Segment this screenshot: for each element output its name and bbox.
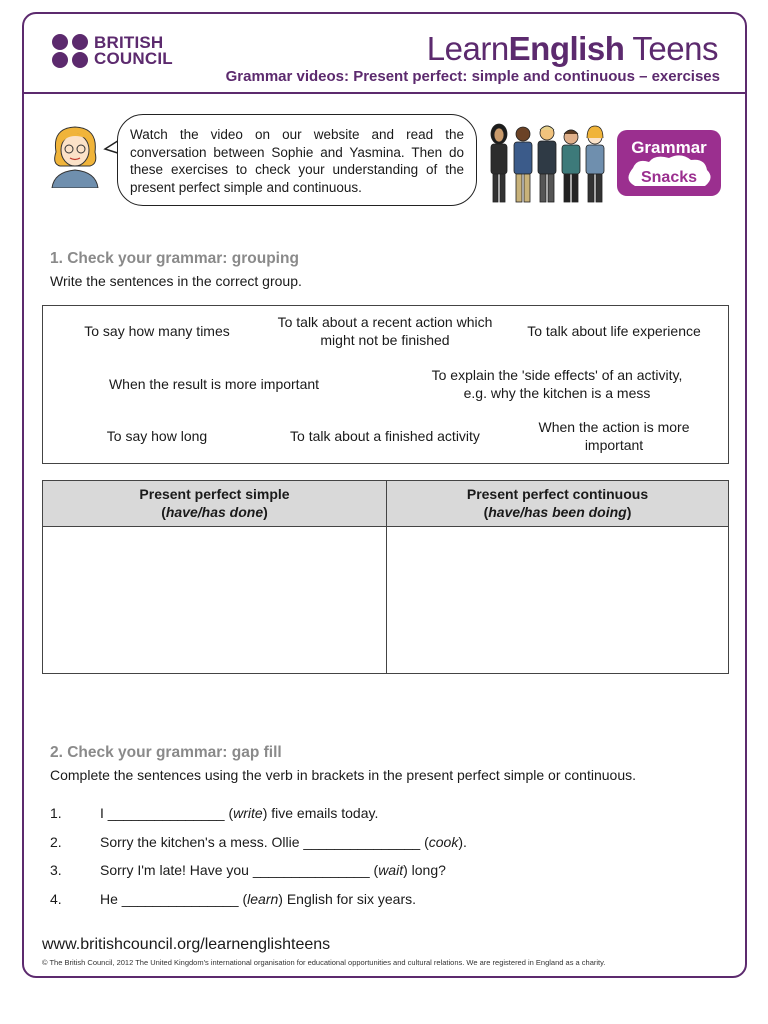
page-subtitle: Grammar videos: Present perfect: simple and continuous – exercises [225, 68, 720, 85]
phrase-item: To explain the 'side effects' of an activity, e.g. why the kitchen is a mess [431, 367, 683, 401]
phrase-item: To say how many times [84, 323, 230, 339]
learnenglish-teens-logo: LearnEnglish Teens [426, 30, 718, 67]
section-2-title: 2. Check your grammar: gap fill [50, 744, 282, 761]
footer-legal-text: © The British Council, 2012 The United Kingdom's international organisation for educational opportunities and cultural relations. We are registered in England as a charity. [42, 958, 606, 967]
column-divider [386, 481, 387, 673]
phrase-item: When the action is more important [538, 419, 690, 453]
footer-url-link[interactable]: www.britishcouncil.org/learnenglishteens [42, 936, 331, 953]
british-council-dots-icon [52, 34, 89, 68]
svg-text:Snacks: Snacks [640, 169, 698, 186]
phrase-item: To say how long [106, 428, 208, 444]
logo-line-2: COUNCIL [94, 49, 173, 68]
section-1-title: 1. Check your grammar: grouping [50, 250, 299, 267]
phrase-box [42, 305, 729, 464]
grammar-snacks-badge [615, 128, 723, 200]
logo-line-1: BRITISH [94, 33, 164, 52]
intro-speech-bubble: Watch the video on our website and read the conversation between Sophie and Yasmina. Then do these exercises to check your understanding of the present perfect simple and continuous. [117, 114, 477, 206]
sophie-avatar-icon [46, 122, 104, 188]
gap-fill-item: 4. He _______________ (learn) English for six years. [50, 891, 416, 907]
phrase-item: When the result is more important [108, 376, 320, 392]
phrase-item: To talk about life experience [527, 323, 701, 339]
gap-fill-item: 2. Sorry the kitchen's a mess. Ollie _______________ (cook). [50, 834, 467, 850]
gap-fill-item: 1. I _______________ (write) five emails today. [50, 805, 379, 821]
phrase-item: To talk about a finished activity [290, 428, 480, 444]
phrase-item: To talk about a recent action which might not be finished [277, 314, 493, 348]
section-2-instruction: Complete the sentences using the verb in brackets in the present perfect simple or continuous. [50, 767, 636, 783]
grouping-table [42, 480, 729, 674]
british-council-logo [52, 34, 173, 68]
column-header-simple: Present perfect simple (have/has done) [43, 481, 386, 527]
teen-characters-illustration [485, 120, 615, 208]
section-1-instruction: Write the sentences in the correct group. [50, 273, 302, 289]
column-header-continuous: Present perfect continuous (have/has been doing) [387, 481, 728, 527]
svg-text:Grammar: Grammar [631, 138, 707, 157]
header-divider [22, 92, 747, 94]
gap-fill-item: 3. Sorry I'm late! Have you _______________ (wait) long? [50, 862, 446, 878]
